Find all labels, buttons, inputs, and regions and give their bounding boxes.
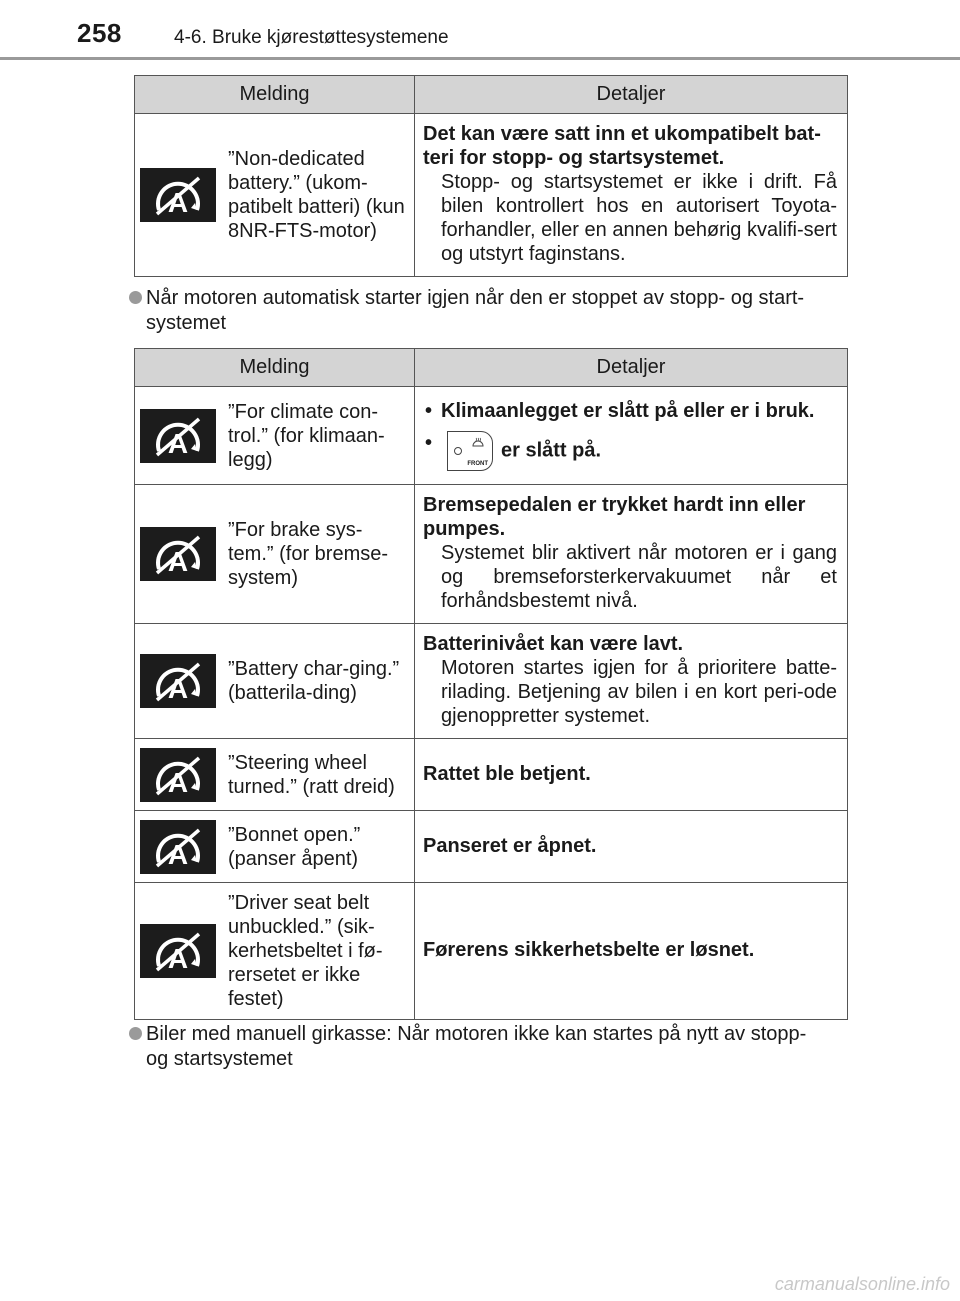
detail-cell — [415, 883, 848, 1020]
detail-cell — [415, 387, 848, 485]
detail-body: Systemet blir aktivert når motoren er i gang og bremseforsterkervakuumet når et forhåndsbestemt nivå. — [441, 542, 837, 612]
detail-heading: Det kan være satt inn et ukompatibelt bat-teri for stopp- og startsystemet. — [423, 123, 821, 169]
detail-body: Stopp- og startsystemet er ikke i drift. Få bilen kontrollert hos en autorisert Toyota-forhandler, eller en annen behørig kvalifi-sert og utstyrt faginstans. — [441, 171, 837, 265]
table-row — [135, 811, 848, 883]
message-cell — [135, 811, 415, 883]
message-cell — [135, 114, 415, 277]
bullet-text-line2: og startsystemet — [146, 1048, 293, 1070]
page-number: 258 — [77, 18, 122, 48]
detail-cell — [415, 485, 848, 624]
table-row — [135, 883, 848, 1020]
bullet-paragraph-1 — [129, 286, 849, 336]
message-table-2 — [134, 348, 848, 1020]
bullet-circle-icon — [129, 1027, 142, 1040]
bullet-circle-icon — [129, 291, 142, 304]
message-text: ”Steering wheel turned.” (ratt dreid) — [228, 751, 395, 798]
message-text: ”Non-dedicated battery.” (ukom-patibelt batteri) (kun 8NR-FTS-motor) — [228, 148, 405, 242]
message-text: ”Driver seat belt unbuckled.” (sik-kerhetsbeltet i fø-rersetet er ikke festet) — [228, 892, 383, 1010]
message-cell — [135, 739, 415, 811]
stop-start-off-icon — [140, 820, 216, 874]
svg-text:A: A — [167, 673, 189, 704]
detail-heading: Panseret er åpnet. — [423, 834, 597, 857]
table-row — [135, 485, 848, 624]
message-table-1 — [134, 75, 848, 277]
detail-bullet-text: er slått på. — [501, 438, 602, 461]
stop-start-off-icon — [140, 748, 216, 802]
svg-text:A: A — [167, 766, 189, 798]
detail-heading: Førerens sikkerhetsbelte er løsnet. — [423, 939, 755, 961]
detail-heading: Bremsepedalen er trykket hardt inn eller pumpes. — [423, 494, 806, 540]
detail-body: Motoren startes igjen for å prioritere batte-rilading. Betjening av bilen i en kort peri-ode gjenoppretter systemet. — [441, 657, 837, 727]
detail-bullet: • Klimaanlegget er slått på eller er i bruk. — [423, 399, 837, 423]
section-title: 4-6. Bruke kjørestøttesystemene — [174, 27, 449, 48]
svg-text:A: A — [167, 838, 189, 870]
svg-text:A: A — [167, 546, 189, 577]
table-header-row — [135, 349, 848, 387]
message-text: ”For brake sys-tem.” (for bremse-system) — [228, 519, 389, 589]
detail-cell — [415, 624, 848, 739]
table-row — [135, 624, 848, 739]
message-cell — [135, 624, 415, 739]
table-row — [135, 739, 848, 811]
stop-start-off-icon — [140, 527, 216, 581]
column-header-details: Detaljer — [415, 76, 848, 114]
detail-bullet-switch — [423, 431, 837, 471]
message-cell — [135, 883, 415, 1020]
detail-cell — [415, 811, 848, 883]
svg-text:A: A — [167, 943, 189, 974]
stop-start-off-icon — [140, 924, 216, 978]
detail-heading: Rattet ble betjent. — [423, 762, 591, 785]
bullet-text-line2: systemet — [146, 312, 227, 334]
column-header-details: Detaljer — [415, 349, 848, 387]
stop-start-off-icon — [140, 168, 216, 222]
watermark: carmanualsonline.info — [774, 1274, 950, 1294]
stop-start-off-icon — [140, 654, 216, 708]
table-header-row — [135, 76, 848, 114]
message-text: ”Battery char-ging.” (batterila-ding) — [228, 658, 400, 704]
detail-heading: Batterinivået kan være lavt. — [423, 633, 684, 655]
bullet-text-line1: Når motoren automatisk starter igjen når den er stoppet av stopp- og start- — [146, 287, 805, 309]
column-header-message: Melding — [135, 349, 415, 387]
message-text: ”For climate con-trol.” (for klimaan-legg) — [228, 400, 385, 471]
header-rule — [0, 57, 960, 60]
svg-text:A: A — [167, 187, 189, 218]
column-header-message: Melding — [135, 76, 415, 114]
svg-text:A: A — [167, 427, 189, 459]
table-row — [135, 387, 848, 485]
front-defroster-switch-icon: • FRONT — [447, 431, 493, 471]
bullet-paragraph-2 — [129, 1022, 849, 1072]
detail-cell — [415, 739, 848, 811]
detail-cell — [415, 114, 848, 277]
bullet-text-line1: Biler med manuell girkasse: Når motoren ikke kan startes på nytt av stopp- — [146, 1023, 807, 1045]
table-row — [135, 114, 848, 277]
message-text: ”Bonnet open.” (panser åpent) — [228, 823, 361, 870]
page-header — [0, 0, 960, 60]
message-cell — [135, 387, 415, 485]
message-cell — [135, 485, 415, 624]
stop-start-off-icon — [140, 409, 216, 463]
